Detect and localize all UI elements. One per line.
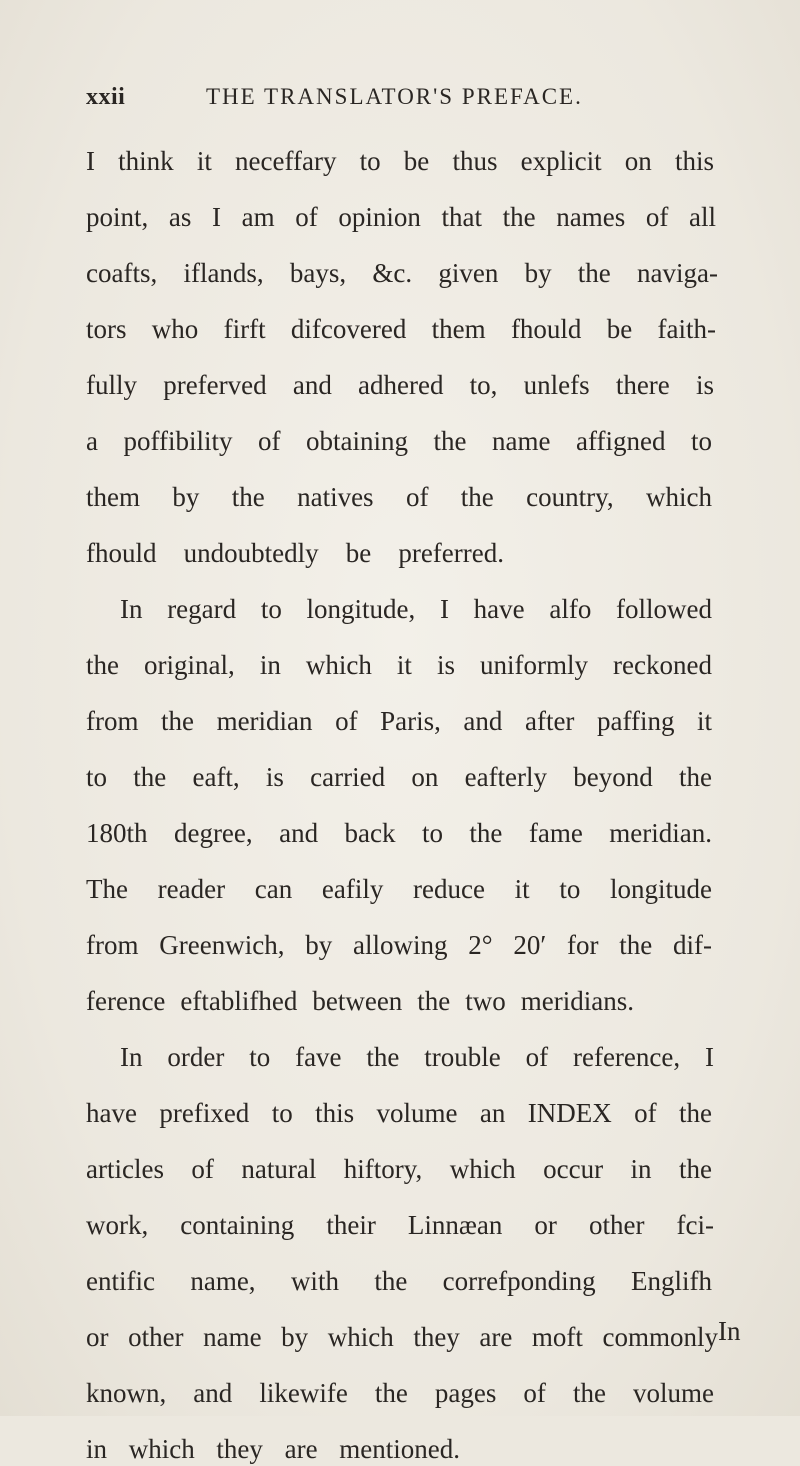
catchword: In [718,1316,741,1346]
text-line: entific name, with the correfponding Englifh [86,1266,712,1296]
text-line: In regard to longitude, I have alfo followed [120,594,712,624]
text-line: ference eftablifhed between the two meridians. [86,986,634,1016]
text-line: known, and likewife the pages of the volume [86,1378,714,1408]
text-line: The reader can eafily reduce it to longitude [86,874,712,904]
text-line: fully preferved and adhered to, unlefs there is [86,370,714,400]
text-line: articles of natural hiftory, which occur in the [86,1154,712,1184]
text-line: tors who firft difcovered them fhould be faith- [86,314,716,344]
running-head: THE TRANSLATOR'S PREFACE. [206,84,583,109]
page-number: xxii [86,84,126,110]
text-line: in which they are mentioned. [86,1434,460,1464]
text-line: In order to fave the trouble of reference, I [120,1042,714,1072]
text-line: or other name by which they are moft commonly [86,1322,718,1352]
text-line: to the eaft, is carried on eafterly beyond the [86,762,712,792]
text-line: point, as I am of opinion that the names of all [86,202,716,232]
text-line: fhould undoubtedly be preferred. [86,538,504,568]
text-line: a poffibility of obtaining the name affigned to [86,426,712,456]
text-line: from Greenwich, by allowing 2° 20′ for the dif- [86,930,712,960]
text-line: work, containing their Linnæan or other fci- [86,1210,714,1240]
text-line: coafts, iflands, bays, &c. given by the naviga- [86,258,718,288]
text-line: from the meridian of Paris, and after paffing it [86,706,712,736]
text-line: have prefixed to this volume an INDEX of the [86,1098,712,1128]
page-header [86,84,726,124]
text-line: them by the natives of the country, which [86,482,712,512]
text-line: I think it neceffary to be thus explicit on this [86,146,714,176]
text-line: the original, in which it is uniformly reckoned [86,650,712,680]
text-line: 180th degree, and back to the fame meridian. [86,818,712,848]
